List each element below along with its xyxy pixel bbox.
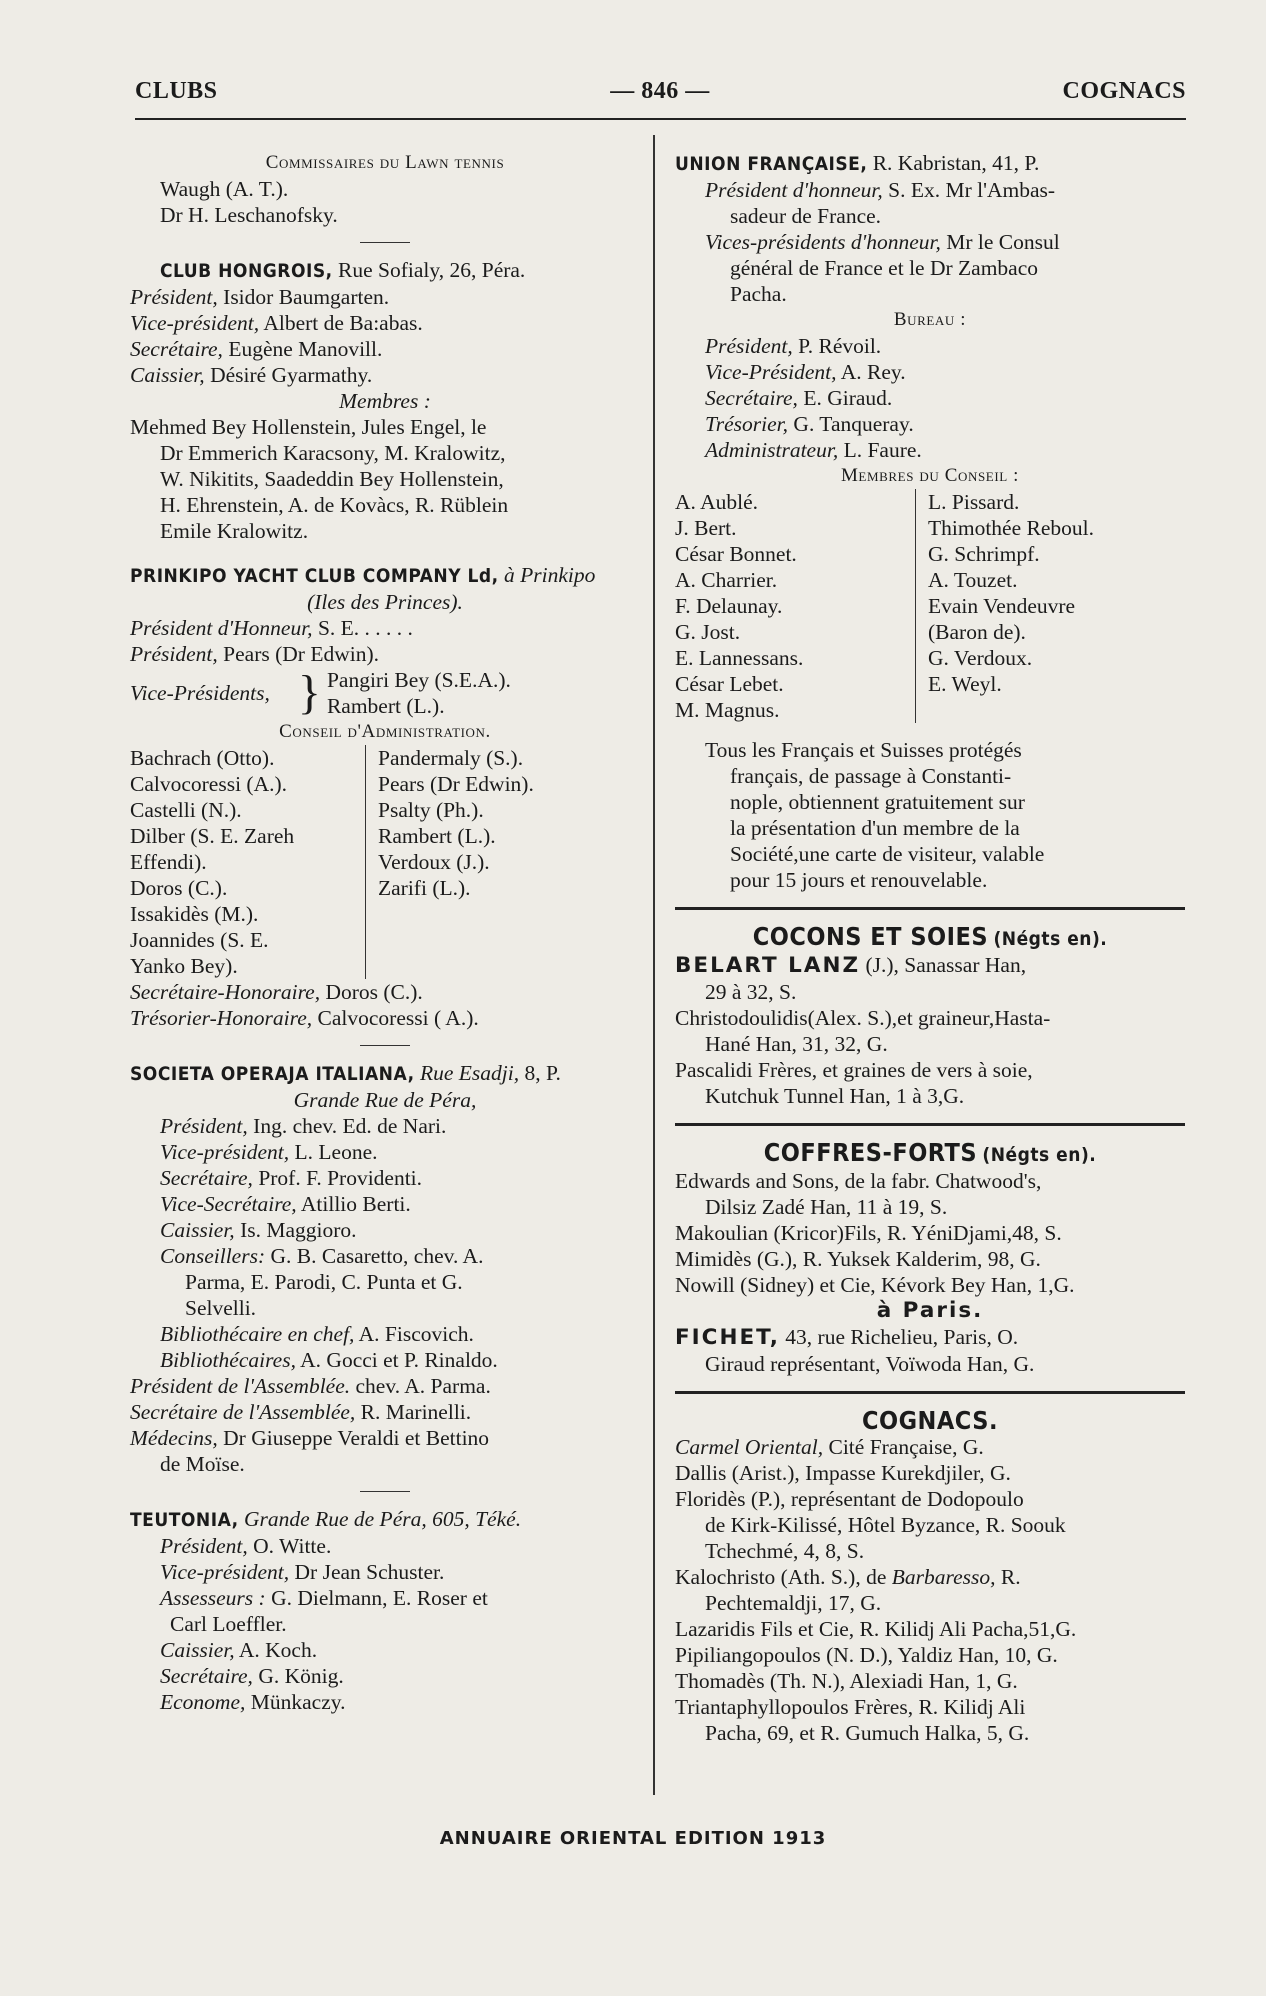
club-address: Grande Rue de Péra, [293,1088,477,1112]
firm-name: FICHET, [675,1325,780,1350]
category-title: COFFRES-FORTS [763,1138,978,1167]
members-line: H. Ehrenstein, A. de Kovàcs, R. Rüblein [160,493,509,517]
council-member: Rambert (L.). [378,824,496,848]
firm-details: Triantaphyllopoulos Frères, R. Kilidj Ali [675,1695,1026,1719]
role-value: P. Révoil. [792,334,882,358]
section-rule [675,1391,1185,1394]
council-column-b [915,489,1185,723]
role-value: Dr Giuseppe Veraldi et Bettino [217,1426,490,1450]
role-label: Caissier, [160,1218,235,1242]
club-name: PRINKIPO YACHT CLUB COMPANY Ld, [130,565,499,587]
role-label: Conseillers: [160,1244,266,1268]
role-value: Atillio Berti. [296,1192,411,1216]
club-address: Rue Sofialy, 26, Péra. [332,258,526,282]
running-head-left: CLUBS [135,78,218,104]
firm-details: Mimidès (G.), R. Yuksek Kalderim, 98, G. [675,1247,1041,1271]
council-member: G. Verdoux. [928,646,1033,670]
role-value: E. Giraud. [797,386,893,410]
role-value: Parma, E. Parodi, C. Punta et G. [185,1270,463,1294]
header-rule [135,118,1186,120]
role-label: Secrétaire-Honoraire, [130,980,321,1004]
role-value: Pangiri Bey (S.E.A.). [326,668,511,692]
role-value: A. Rey. [836,360,906,384]
paris-heading: à Paris. [876,1298,984,1323]
role-value: G. Tanqueray. [788,412,914,436]
council-column-a [130,745,365,979]
council-member: Joannides (S. E. [130,928,269,952]
club-name: UNION FRANÇAISE, [675,153,868,175]
firm-details: Edwards and Sons, de la fabr. Chatwood's, [675,1169,1042,1193]
firm-details: Christodoulidis(Alex. S.),et graineur,Hasta- [675,1006,1051,1030]
firm-details: R. [995,1565,1021,1589]
role-value: général de France et le Dr Zambaco [730,256,1039,280]
union-francaise-section [675,150,1185,893]
role-label: Econome, [160,1690,246,1714]
firm-details: Pascalidi Frères, et graines de vers à soie, [675,1058,1033,1082]
page-number: — 846 — [610,78,710,104]
firm-details: Pechtemaldji, 17, G. [705,1591,882,1615]
role-label: Bibliothécaire en chef, [160,1322,355,1346]
role-value: L. Leone. [289,1140,378,1164]
role-value: Calvocoressi ( A.). [312,1006,479,1030]
role-value: A. Koch. [234,1638,318,1662]
firm-details: Pacha, 69, et R. Gumuch Halka, 5, G. [705,1721,1030,1745]
council-member: A. Touzet. [928,568,1018,592]
club-name: SOCIETA OPERAJA ITALIANA, [130,1063,415,1085]
council-member: Doros (C.). [130,876,228,900]
bureau-heading: Bureau : [893,309,967,330]
role-label: Bibliothécaires, [160,1348,296,1372]
firm-details: 43, rue Richelieu, Paris, O. [779,1325,1019,1349]
operaja-section [130,1060,640,1477]
council-member: (Baron de). [928,620,1026,644]
members-line: Mehmed Bey Hollenstein, Jules Engel, le [130,415,487,439]
firm-name: BELART LANZ [675,953,861,978]
role-value: Prof. F. Providenti. [252,1166,423,1190]
club-hongrois-section [130,257,640,544]
role-label: Médecins, [130,1426,218,1450]
council-heading: Membres du Conseil : [840,465,1020,486]
role-value: Eugène Manovill. [222,337,383,361]
section-heading: Commissaires du Lawn tennis [265,152,505,173]
council-member: Calvocoressi (A.). [130,772,288,796]
role-value: G. König. [252,1664,344,1688]
role-label: Vice-Secrétaire, [160,1192,297,1216]
role-label: Caissier, [160,1638,235,1662]
council-list [675,489,1185,723]
role-value: Selvelli. [185,1296,257,1320]
council-member: Psalty (Ph.). [378,798,484,822]
separator [360,242,410,243]
category-note: (Négts en). [993,928,1108,950]
category-title: COGNACS. [861,1406,999,1435]
club-address: Grande Rue de Péra, 605, Téké. [238,1507,522,1531]
role-value: G. B. Casaretto, chev. A. [265,1244,484,1268]
members-line: W. Nikitits, Saadeddin Bey Hollenstein, [160,467,504,491]
entry-line: Dr H. Leschanofsky. [160,203,338,227]
role-value: Albert de Ba:abas. [259,311,423,335]
note-line: Tous les Français et Suisses protégés [705,738,1022,762]
council-member: Yanko Bey). [130,954,238,978]
council-heading: Conseil d'Administration. [279,721,491,742]
role-label: Vice-président, [130,311,260,335]
category-title: COCONS ET SOIES [752,922,989,951]
role-label: Président d'honneur, [705,178,883,202]
firm-details: Pipiliangopoulos (N. D.), Yaldiz Han, 10, G. [675,1643,1058,1667]
separator [360,1491,410,1492]
role-value: de Moïse. [160,1452,245,1476]
role-value: chev. A. Parma. [350,1374,491,1398]
council-member: Castelli (N.). [130,798,242,822]
firm-details: Cité Française, G. [823,1435,984,1459]
firm-details: Kutchuk Tunnel Han, 1 à 3,G. [705,1084,965,1108]
role-value: Pacha. [730,282,787,306]
role-value: S. Ex. Mr l'Ambas- [882,178,1056,202]
council-member: Zarifi (L.). [378,876,471,900]
firm-details: Kalochristo (Ath. S.), de [675,1565,892,1589]
left-column [130,150,640,1715]
role-value: G. Dielmann, E. Roser et [265,1586,488,1610]
firm-details: Dallis (Arist.), Impasse Kurekdjiler, G. [675,1461,1011,1485]
council-member: César Lebet. [675,672,784,696]
role-value: A. Fiscovich. [354,1322,474,1346]
note-line: Société,une carte de visiteur, valable [730,842,1045,866]
role-label: Caissier, [130,363,205,387]
role-value: Isidor Baumgarten. [217,285,390,309]
role-label: Secrétaire, [160,1664,253,1688]
role-value: sadeur de France. [730,204,882,228]
role-label: Secrétaire, [160,1166,253,1190]
role-label: Président d'Honneur, [130,616,313,640]
council-member: L. Pissard. [928,490,1020,514]
council-member: Issakidès (M.). [130,902,259,926]
role-label: Président, [160,1534,248,1558]
role-label: Président de l'Assemblée. [130,1374,351,1398]
column-divider [653,135,655,1795]
council-column-a [675,489,915,723]
club-address: 8, P. [519,1061,561,1085]
role-value: Doros (C.). [320,980,423,1004]
role-label: Administrateur, [705,438,839,462]
cognacs-section [675,1408,1185,1746]
cocons-section [675,924,1185,1109]
members-line: Dr Emmerich Karacsony, M. Kralowitz, [160,441,506,465]
firm-details: 29 à 32, S. [705,980,797,1004]
lawn-tennis-section [130,150,640,228]
role-label: Vice-Présidents, [130,681,270,705]
role-value: Carl Loeffler. [170,1612,287,1636]
firm-details: Tchechmé, 4, 8, S. [705,1539,865,1563]
firm-details: Giraud représentant, Voïwoda Han, G. [705,1352,1035,1376]
role-label: Assesseurs : [160,1586,266,1610]
prinkipo-section [130,562,640,1031]
brace-glyph: } [297,666,321,719]
role-label: Vice-président, [160,1560,290,1584]
role-value: L. Faure. [838,438,922,462]
role-value: Pears (Dr Edwin). [217,642,379,666]
council-member: Thimothée Reboul. [928,516,1094,540]
role-value: O. Witte. [247,1534,332,1558]
teutonia-section [130,1506,640,1715]
firm-details: Makoulian (Kricor)Fils, R. YéniDjami,48, S. [675,1221,1062,1245]
council-column-b [365,745,640,979]
role-label: Trésorier, [705,412,789,436]
club-address: Rue Esadji, [414,1061,520,1085]
council-member: Effendi). [130,850,207,874]
firm-details: (J.), Sanassar Han, [860,953,1027,977]
members-heading: Membres : [339,389,431,413]
club-subtitle: (Iles des Princes). [307,590,463,614]
club-name: TEUTONIA, [130,1509,239,1531]
club-place: à Prinkipo [498,563,596,587]
council-member: A. Aublé. [675,490,759,514]
footer-imprint: ANNUAIRE ORIENTAL EDITION 1913 [439,1828,827,1849]
council-member: A. Charrier. [675,568,778,592]
council-member: G. Schrimpf. [928,542,1040,566]
firm-details: Lazaridis Fils et Cie, R. Kilidj Ali Pacha,51,G. [675,1617,1077,1641]
firm-name: Carmel Oriental, [675,1435,824,1459]
role-value: Mr le Consul [940,230,1060,254]
role-label: Vice-président, [160,1140,290,1164]
role-label: Secrétaire, [705,386,798,410]
firm-details: Floridès (P.), représentant de Dodopoulo [675,1487,1024,1511]
role-label: Vices-présidents d'honneur, [705,230,941,254]
brand-name: Barbaresso, [891,1565,996,1589]
council-member: E. Lannessans. [675,646,804,670]
firm-details: Hané Han, 31, 32, G. [705,1032,888,1056]
vice-presidents [130,667,640,719]
club-address: R. Kabristan, 41, P. [867,151,1040,175]
right-column [675,150,1185,1746]
running-head-right: COGNACS [1062,78,1186,104]
role-value: R. Marinelli. [355,1400,472,1424]
council-member: Pandermaly (S.). [378,746,524,770]
club-name: CLUB HONGROIS, [160,260,333,282]
section-rule [675,907,1185,910]
council-list [130,745,640,979]
coffres-forts-section [675,1140,1185,1377]
role-value: Rambert (L.). [326,694,445,718]
council-member: Dilber (S. E. Zareh [130,824,295,848]
role-value: Münkaczy. [245,1690,346,1714]
firm-details: Nowill (Sidney) et Cie, Kévork Bey Han, 1,G. [675,1273,1075,1297]
role-label: Président, [705,334,793,358]
note-line: pour 15 jours et renouvelable. [730,868,988,892]
council-member: E. Weyl. [928,672,1002,696]
note-line: nople, obtiennent gratuitement sur [730,790,1025,814]
separator [360,1045,410,1046]
role-label: Président, [130,285,218,309]
note-line: la présentation d'un membre de la [730,816,1020,840]
firm-details: Dilsiz Zadé Han, 11 à 19, S. [705,1195,948,1219]
role-value: A. Gocci et P. Rinaldo. [295,1348,498,1372]
role-value: Désiré Gyarmathy. [204,363,373,387]
council-member: F. Delaunay. [675,594,783,618]
role-label: Secrétaire, [130,337,223,361]
council-member: G. Jost. [675,620,741,644]
council-member: César Bonnet. [675,542,797,566]
role-value: S. E. . . . . . [312,616,413,640]
role-label: Président, [160,1114,248,1138]
firm-details: Thomadès (Th. N.), Alexiadi Han, 1, G. [675,1669,1018,1693]
role-value: Is. Maggioro. [234,1218,357,1242]
entry-line: Waugh (A. T.). [160,177,289,201]
section-rule [675,1123,1185,1126]
note-line: français, de passage à Constanti- [730,764,1012,788]
role-value: Ing. chev. Ed. de Nari. [247,1114,447,1138]
council-member: Evain Vendeuvre [928,594,1076,618]
council-member: M. Magnus. [675,698,780,722]
council-member: Bachrach (Otto). [130,746,275,770]
council-member: J. Bert. [675,516,737,540]
category-note: (Négts en). [982,1144,1097,1166]
council-member: Pears (Dr Edwin). [378,772,534,796]
council-member: Verdoux (J.). [378,850,490,874]
members-line: Emile Kralowitz. [160,519,309,543]
role-label: Vice-Président, [705,360,837,384]
role-value: Dr Jean Schuster. [289,1560,445,1584]
firm-details: de Kirk-Kilissé, Hôtel Byzance, R. Soouk [705,1513,1066,1537]
role-label: Secrétaire de l'Assemblée, [130,1400,356,1424]
role-label: Président, [130,642,218,666]
role-label: Trésorier-Honoraire, [130,1006,313,1030]
